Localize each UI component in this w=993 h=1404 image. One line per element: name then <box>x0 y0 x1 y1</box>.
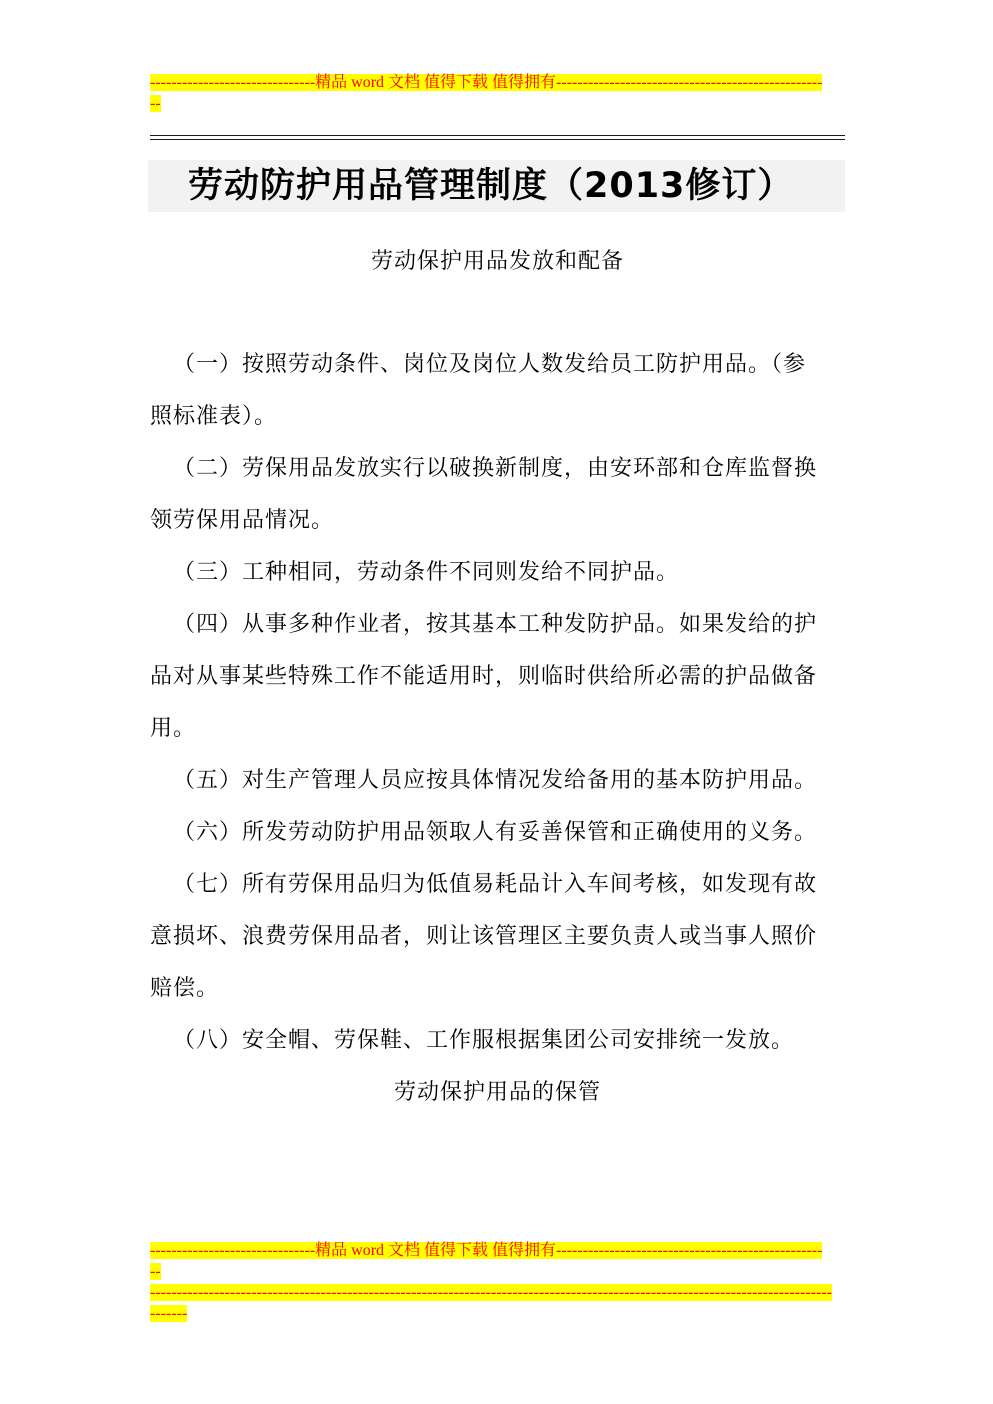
document-title: 劳动防护用品管理制度（2013修订） <box>188 166 794 206</box>
paragraph-line: 领劳保用品情况。 <box>150 508 335 533</box>
footer-banner-text: -- <box>150 1263 161 1280</box>
header-banner-text: -- <box>150 95 161 112</box>
title-box <box>148 160 845 212</box>
footer-banner-text: ------- <box>150 1305 188 1322</box>
paragraph-3 <box>150 547 845 599</box>
footer-banner-line <box>150 1303 845 1324</box>
footer-banner-text: -------------------------------------------------------------------------------------------------------------------------------- <box>150 1284 832 1301</box>
paragraph-line: （二）劳保用品发放实行以破换新制度，由安环部和仓库监督换 <box>173 456 818 481</box>
header-banner-line <box>150 72 845 93</box>
paragraph-8 <box>150 1015 845 1067</box>
footer-banner-text: -------------------------------精品 word 文档 值得下载 值得拥有-------------------------------------------------- <box>150 1242 823 1259</box>
footer-banner <box>150 1240 845 1324</box>
footer-banner-line <box>150 1282 845 1303</box>
paragraph-line: 照标准表）。 <box>150 404 278 429</box>
section-heading-storage: 劳动保护用品的保管 <box>393 1080 601 1105</box>
paragraph-1 <box>150 339 845 443</box>
paragraph-line: （四）从事多种作业者，按其基本工种发防护品。如果发给的护 <box>173 612 818 637</box>
header-double-rule <box>150 135 845 140</box>
paragraph-7 <box>150 859 845 1015</box>
paragraph-line: （八）安全帽、劳保鞋、工作服根据集团公司安排统一发放。 <box>173 1028 795 1053</box>
paragraph-line: （六）所发劳动防护用品领取人有妥善保管和正确使用的义务。 <box>173 820 818 845</box>
paragraph-line: （五）对生产管理人员应按具体情况发给备用的基本防护用品。 <box>173 768 818 793</box>
paragraph-line: 意损坏、浪费劳保用品者，则让该管理区主要负责人或当事人照价 <box>150 924 818 949</box>
footer-banner-line <box>150 1240 845 1261</box>
header-banner <box>150 72 845 114</box>
footer-banner-line <box>150 1261 845 1282</box>
paragraph-line: 赔偿。 <box>150 976 220 1001</box>
paragraph-line: （三）工种相同，劳动条件不同则发给不同护品。 <box>173 560 680 585</box>
paragraph-line: （七）所有劳保用品归为低值易耗品计入车间考核，如发现有故 <box>173 872 818 897</box>
paragraph-line: 品对从事某些特殊工作不能适用时，则临时供给所必需的护品做备 <box>150 664 818 689</box>
document-body <box>150 339 845 1119</box>
paragraph-4 <box>150 599 845 755</box>
paragraph-line: （一）按照劳动条件、岗位及岗位人数发给员工防护用品。（参 <box>173 352 807 377</box>
paragraph-line: 用。 <box>150 716 197 741</box>
paragraph-2 <box>150 443 845 547</box>
paragraph-5 <box>150 755 845 807</box>
section-heading-issuance: 劳动保护用品发放和配备 <box>370 249 624 274</box>
paragraph-6 <box>150 807 845 859</box>
header-banner-line <box>150 93 845 114</box>
header-banner-text: -------------------------------精品 word 文档 值得下载 值得拥有-------------------------------------------------- <box>150 74 823 91</box>
